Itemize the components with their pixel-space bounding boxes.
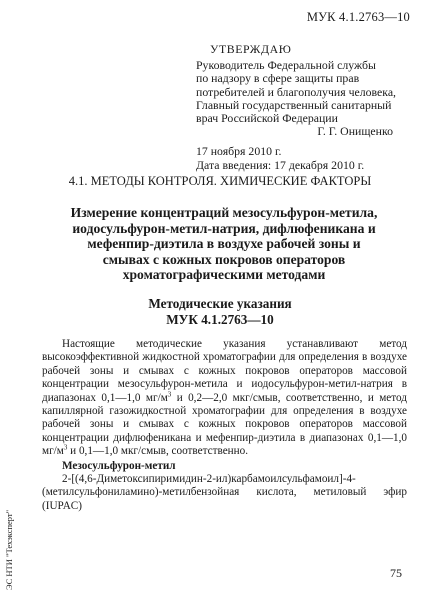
method-label: Методические указания <box>148 296 292 311</box>
effective-date: Дата введения: 17 декабря 2010 г. <box>196 157 365 172</box>
section-title: 4.1. МЕТОДЫ КОНТРОЛЯ. ХИМИЧЕСКИЕ ФАКТОРЫ <box>68 174 372 188</box>
approver-name: Г. Г. Онищенко <box>317 124 393 139</box>
page-number: 75 <box>390 566 402 580</box>
superscript: 3 <box>167 389 172 398</box>
method-guidelines-block <box>0 296 440 327</box>
intro-paragraph <box>42 338 407 459</box>
signed-date: 17 ноября 2010 г. <box>196 144 282 159</box>
substance-subheading: Мезосульфурон-метил <box>62 459 176 472</box>
document-title-line: смывах с кожных покровов операторов <box>102 251 346 267</box>
approval-line: Руководитель Федеральной службы <box>196 58 376 73</box>
intro-text-part: и 0,1—1,0 мкг/смыв, соответственно. <box>67 445 249 458</box>
iupac-name-paragraph: 2-[(4,6-Диметоксипиримидин-2-ил)карбамоилсульфамоил]-4-(метилсульфониламино)-метилбензойная кислота, метиловый эфир (IUPAC) <box>42 473 407 512</box>
document-title-line: хроматографическими методами <box>122 267 326 283</box>
document-title <box>40 205 408 283</box>
approval-block <box>196 43 411 172</box>
approval-line: Главный государственный санитарный <box>196 97 392 112</box>
superscript: 3 <box>63 443 68 452</box>
document-title-line: Измерение концентраций мезосульфурон-метила, <box>70 205 378 220</box>
body-text <box>42 338 407 513</box>
document-code-header: МУК 4.1.2763—10 <box>306 10 410 24</box>
intro-text-part: Настоящие методические указания устанавливают метод высокоэффективной жидкостной хроматографии для определения в воздухе рабочей зоны и смывах с кожных покровов операторов массовой концентрации мезосульфурон-метила и иодосульфурон-метил-натрия в диапазонах 0,1—1,0 мг/м <box>42 338 407 404</box>
intro-text-part: и 0,2—2,0 мкг/смыв, соответственно, и метод капиллярной газожидкостной хроматографии для определения в воздухе рабочей зоны и смывах с кожных покровов операторов массовой концентрации дифлюфеникана и мефенпир-диэтила в диапазонах 0,1—1,0 мг/м <box>42 391 407 458</box>
side-stamp: ЭС НТИ "Техэксперт" <box>4 509 14 590</box>
approval-line: потребителей и благополучия человека, <box>196 84 397 99</box>
document-title-line: мефенпир-диэтила в воздухе рабочей зоны и <box>87 236 361 252</box>
method-code: МУК 4.1.2763—10 <box>166 311 274 327</box>
approval-line: врач Российской Федерации <box>196 111 338 126</box>
approval-line: по надзору в сфере защиты прав <box>196 71 360 86</box>
approval-title: УТВЕРЖДАЮ <box>210 42 292 56</box>
document-title-line: иодосульфурон-метил-натрия, дифлюфеникана и <box>72 220 376 236</box>
